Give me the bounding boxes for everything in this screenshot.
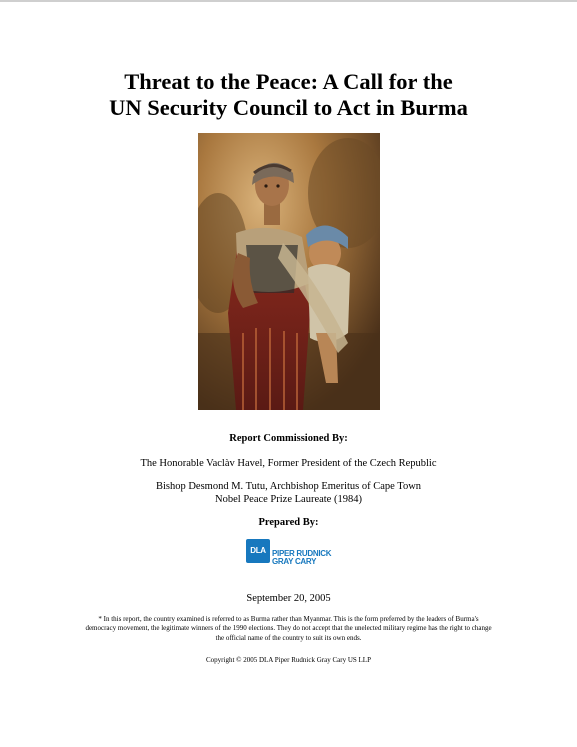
report-title — [0, 69, 577, 121]
report-date: September 20, 2005 — [246, 593, 331, 604]
mother-carrying-child-photo — [198, 133, 380, 410]
logo-wordmark — [272, 550, 331, 566]
footnote-line-2: democracy movement, the legitimate winners of the 1990 elections. They do not accept that the unelected military regime has the right to change — [85, 624, 492, 633]
title-line-1: Threat to the Peace: A Call for the — [124, 69, 453, 94]
commissioner-havel: The Honorable Vaclàv Havel, Former President of the Czech Republic — [140, 458, 437, 469]
cover-photo — [198, 133, 380, 410]
dla-piper-logo — [246, 537, 336, 571]
commissioner-tutu-title: Nobel Peace Prize Laureate (1984) — [215, 494, 362, 505]
copyright-notice: Copyright © 2005 DLA Piper Rudnick Gray Cary US LLP — [206, 656, 371, 664]
footnote-line-3: the official name of the country to suit its own ends. — [215, 633, 362, 642]
title-line-2: UN Security Council to Act in Burma — [109, 95, 468, 120]
commissioner-tutu: Bishop Desmond M. Tutu, Archbishop Emeritus of Cape Town — [155, 481, 422, 492]
footnote — [62, 615, 515, 643]
footnote-line-1: * In this report, the country examined is referred to as Burma rather than Myanmar. This is the form preferred by the leaders of Burma's — [98, 615, 479, 623]
prepared-heading: Prepared By: — [258, 517, 319, 528]
logo-line-1: PIPER RUDNICK — [272, 549, 332, 558]
logo-mark: DLA — [246, 539, 270, 563]
commissioned-heading: Report Commissioned By: — [229, 433, 348, 444]
page-top-border — [0, 0, 577, 2]
logo-line-2: GRAY CARY — [272, 557, 317, 566]
